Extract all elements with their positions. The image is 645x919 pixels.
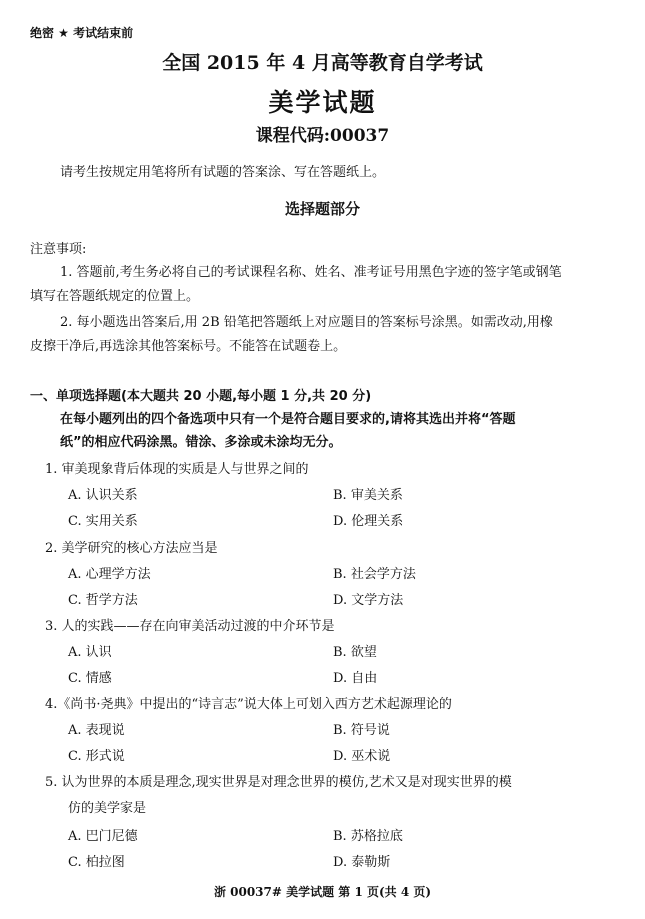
question-4-option-c: C. 形式说 [68, 749, 125, 764]
question-5-option-d: D. 泰勒斯 [333, 855, 391, 870]
question-2-option-c: C. 哲学方法 [68, 593, 138, 608]
note-1-line-2: 填写在答题纸规定的位置上。 [30, 289, 200, 304]
note-2-line-2: 皮擦干净后,再选涂其他答案标号。不能答在试题卷上。 [30, 339, 347, 354]
general-instruction: 请考生按规定用笔将所有试题的答案涂、写在答题纸上。 [60, 165, 386, 180]
question-1-option-a: A. 认识关系 [68, 488, 138, 503]
question-2-option-a: A. 心理学方法 [68, 567, 151, 582]
note-1-line-1: 1. 答题前,考生务必将自己的考试课程名称、姓名、准考证号用黑色字迹的签字笔或钢笔 [60, 265, 562, 280]
part-one-heading: 一、单项选择题(本大题共 20 小题,每小题 1 分,共 20 分) [30, 389, 372, 404]
question-3-option-a: A. 认识 [68, 645, 112, 660]
question-5-option-b: B. 苏格拉底 [333, 829, 403, 844]
question-1-stem: 1. 审美现象背后体现的实质是人与世界之间的 [45, 462, 309, 477]
page-footer: 浙 00037# 美学试题 第 1 页(共 4 页) [213, 885, 432, 899]
question-1-option-d: D. 伦理关系 [333, 514, 404, 529]
question-2-option-b: B. 社会学方法 [333, 567, 416, 582]
subject-title: 美学试题 [268, 88, 377, 117]
question-4-option-d: D. 巫术说 [333, 749, 391, 764]
question-3-option-d: D. 自由 [333, 671, 378, 686]
notes-title: 注意事项: [30, 242, 87, 257]
question-4-option-a: A. 表现说 [68, 723, 125, 738]
course-code: 课程代码:00037 [255, 126, 390, 146]
question-2-stem: 2. 美学研究的核心方法应当是 [45, 541, 218, 556]
question-3-stem: 3. 人的实践——存在向审美活动过渡的中介环节是 [45, 619, 335, 634]
question-1-option-b: B. 审美关系 [333, 488, 403, 503]
question-5-option-a: A. 巴门尼德 [68, 829, 138, 844]
note-2-line-1: 2. 每小题选出答案后,用 2B 铅笔把答题纸上对应题目的答案标号涂黑。如需改动,用橡 [60, 315, 553, 330]
question-1-option-c: C. 实用关系 [68, 514, 138, 529]
question-3-option-b: B. 欲望 [333, 645, 377, 660]
question-5-stem-line-2: 仿的美学家是 [68, 801, 147, 816]
question-4-option-b: B. 符号说 [333, 723, 390, 738]
question-4-stem: 4.《尚书·尧典》中提出的“诗言志”说大体上可划入西方艺术起源理论的 [45, 697, 452, 712]
question-2-option-d: D. 文学方法 [333, 593, 404, 608]
confidential-label: 绝密 ★ 考试结束前 [30, 26, 134, 40]
question-5-option-c: C. 柏拉图 [68, 855, 125, 870]
part-one-intro-line-2: 纸”的相应代码涂黑。错涂、多涂或未涂均无分。 [60, 435, 342, 450]
question-5-stem: 5. 认为世界的本质是理念,现实世界是对理念世界的模仿,艺术又是对现实世界的模 [45, 775, 512, 790]
question-3-option-c: C. 情感 [68, 671, 112, 686]
part-one-intro-line-1: 在每小题列出的四个备选项中只有一个是符合题目要求的,请将其选出并将“答题 [60, 412, 516, 427]
section-title: 选择题部分 [284, 200, 360, 218]
exam-title: 全国 2015 年 4 月高等教育自学考试 [162, 52, 483, 74]
